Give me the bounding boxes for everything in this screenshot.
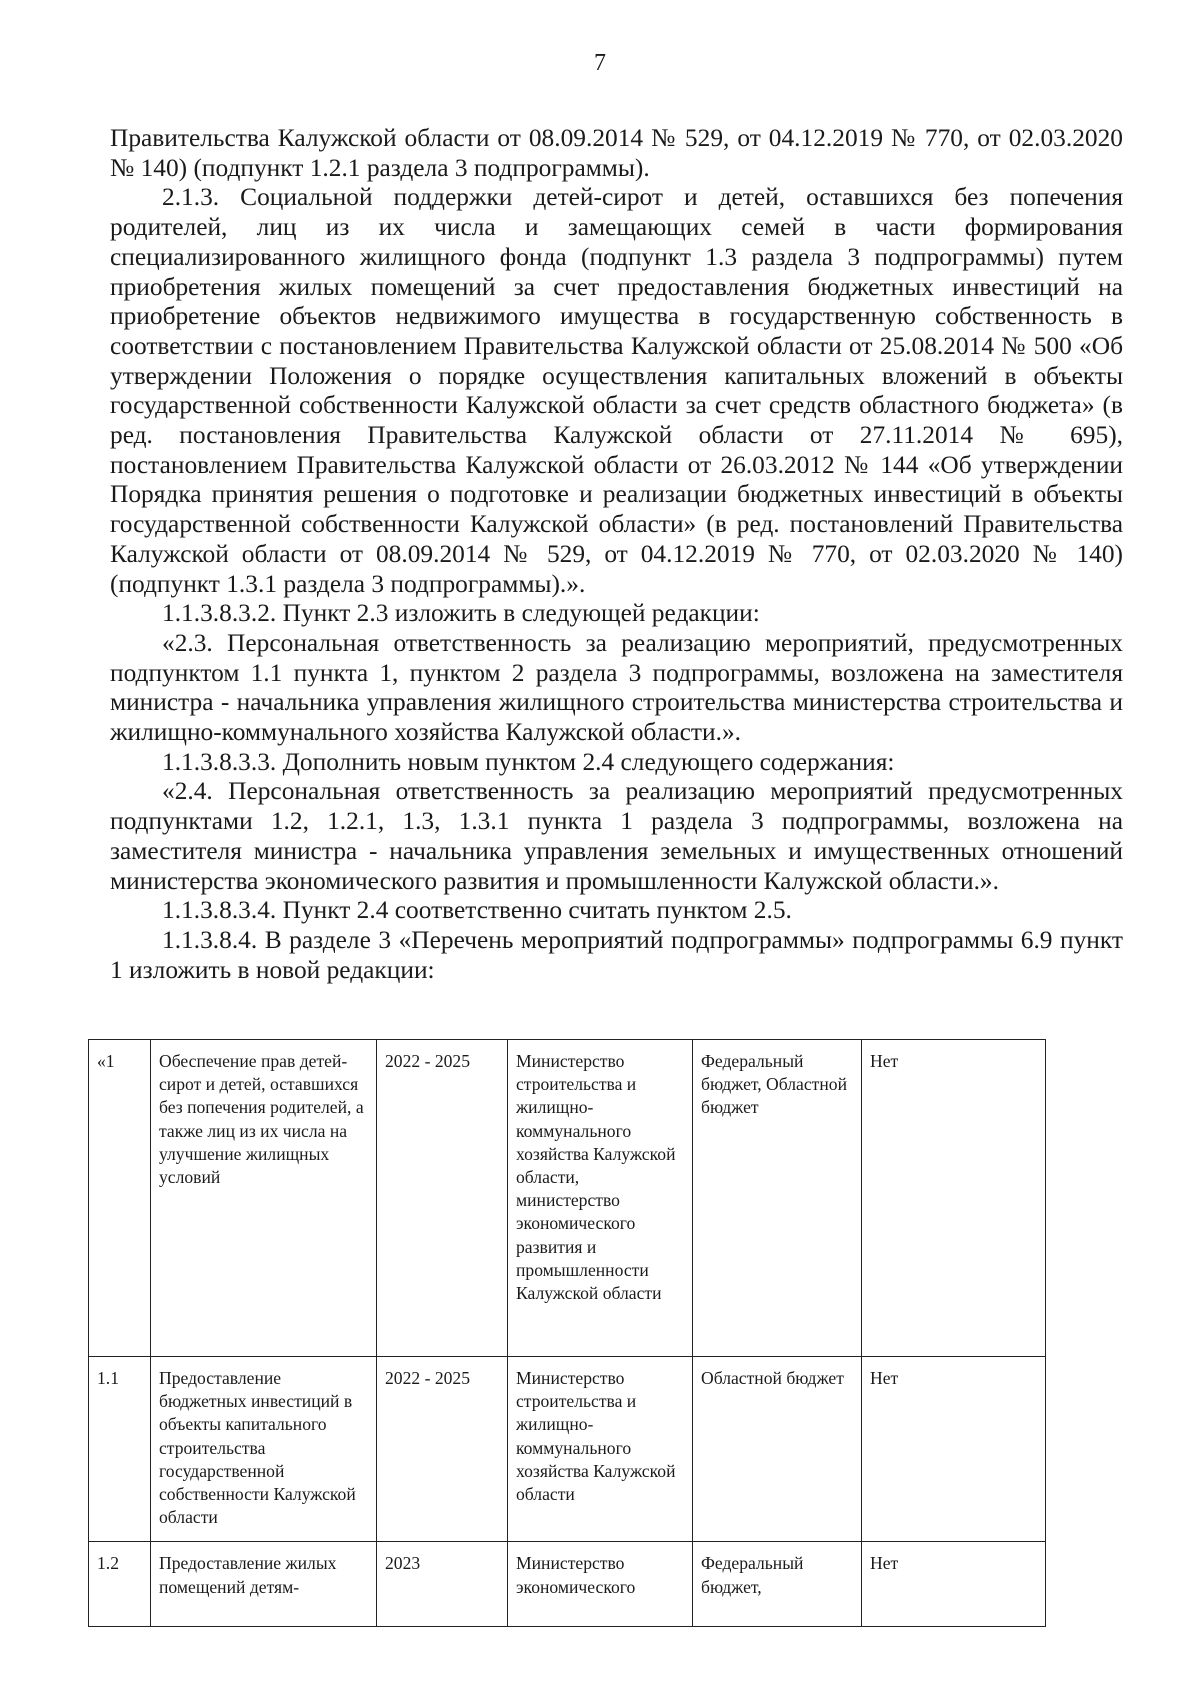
cell-period: 2023 — [377, 1542, 508, 1627]
cell-period: 2022 - 2025 — [377, 1357, 508, 1542]
cell-extra: Нет — [862, 1357, 1046, 1542]
cell-measure-name: Предоставление жилых помещений детям- — [151, 1542, 377, 1627]
cell-extra: Нет — [862, 1542, 1046, 1627]
page-number: 7 — [594, 50, 606, 76]
paragraph-amendment-2-4: 1.1.3.8.3.3. Дополнить новым пунктом 2.4 следующего содержания: — [162, 747, 895, 776]
cell-executor: Министерство строительства и жилищно-коммунального хозяйства Калужской области — [508, 1357, 693, 1542]
measures-table — [88, 1039, 1046, 1627]
cell-number: «1 — [89, 1040, 151, 1357]
paragraph-2-1-3: 2.1.3. Социальной поддержки детей-сирот и детей, оставшихся без попечения родителей, лиц из их числа и замещающих семей в части формирования специализированного жилищного фонда (подпункт 1.3 раздела 3 подпрограммы) путем приобретения жилых помещений за счет предоставления бюджетных инвестиций на приобретение объектов недвижимого имущества в государственную собственность в соответствии с постановлением Правительства Калужской области от 25.08.2014 № 500 «Об утверждении Положения о порядке осуществления капитальных вложений в объекты государственной собственности Калужской области за счет средств областного бюджета» (в ред. постановления Правительства Калужской области от 27.11.2014 № 695), постановлением Правительства Калужской области от 26.03.2012 № 144 «Об утверждении Порядка принятия решения о подготовке и реализации бюджетных инвестиций в объекты государственной собственности Калужской области» (в ред. постановлений Правительства Калужской области от 08.09.2014 № 529, от 04.12.2019 № 770, от 02.03.2020 № 140) (подпункт 1.3.1 раздела 3 подпрограммы).». — [110, 183, 1123, 598]
table-row — [89, 1040, 1046, 1357]
cell-executor: Министерство строительства и жилищно-коммунального хозяйства Калужской области, министерство экономического развития и промышленности Калужской области — [508, 1040, 693, 1357]
table-row — [89, 1357, 1046, 1542]
cell-measure-name: Обеспечение прав детей-сирот и детей, оставшихся без попечения родителей, а также лиц из их числа на улучшение жилищных условий — [151, 1040, 377, 1357]
paragraph-quote-2-4: «2.4. Персональная ответственность за реализацию мероприятий предусмотренных подпунктами 1.2, 1.2.1, 1.3, 1.3.1 пункта 1 раздела 3 подпрограммы, возложена на заместителя министра - начальника управления земельных и имущественных отношений министерства экономического развития и промышленности Калужской области.». — [110, 777, 1123, 895]
paragraph-continuation: Правительства Калужской области от 08.09.2014 № 529, от 04.12.2019 № 770, от 02.03.2020 № 140) (подпункт 1.2.1 раздела 3 подпрограммы). — [110, 124, 1123, 182]
cell-funding-source: Федеральный бюджет, Областной бюджет — [693, 1040, 862, 1357]
body-text — [110, 124, 1123, 985]
paragraph-section-3: 1.1.3.8.4. В разделе 3 «Перечень мероприятий подпрограммы» подпрограммы 6.9 пункт 1 изложить в новой редакции: — [110, 925, 1123, 984]
cell-executor: Министерство экономического — [508, 1542, 693, 1627]
cell-funding-source: Областной бюджет — [693, 1357, 862, 1542]
cell-number: 1.2 — [89, 1542, 151, 1627]
paragraph-amendment-2-3: 1.1.3.8.3.2. Пункт 2.3 изложить в следующей редакции: — [162, 599, 760, 628]
paragraph-amendment-2-5: 1.1.3.8.3.4. Пункт 2.4 соответственно считать пунктом 2.5. — [162, 896, 792, 925]
cell-period: 2022 - 2025 — [377, 1040, 508, 1357]
cell-number: 1.1 — [89, 1357, 151, 1542]
cell-funding-source: Федеральный бюджет, — [693, 1542, 862, 1627]
cell-extra: Нет — [862, 1040, 1046, 1357]
paragraph-quote-2-3: «2.3. Персональная ответственность за реализацию мероприятий, предусмотренных подпунктом 1.1 пункта 1, пунктом 2 раздела 3 подпрограммы, возложена на заместителя министра - начальника управления жилищного строительства министерства строительства и жилищно-коммунального хозяйства Калужской области.». — [110, 628, 1123, 747]
cell-measure-name: Предоставление бюджетных инвестиций в объекты капитального строительства государственной собственности Калужской области — [151, 1357, 377, 1542]
table-row — [89, 1542, 1046, 1627]
